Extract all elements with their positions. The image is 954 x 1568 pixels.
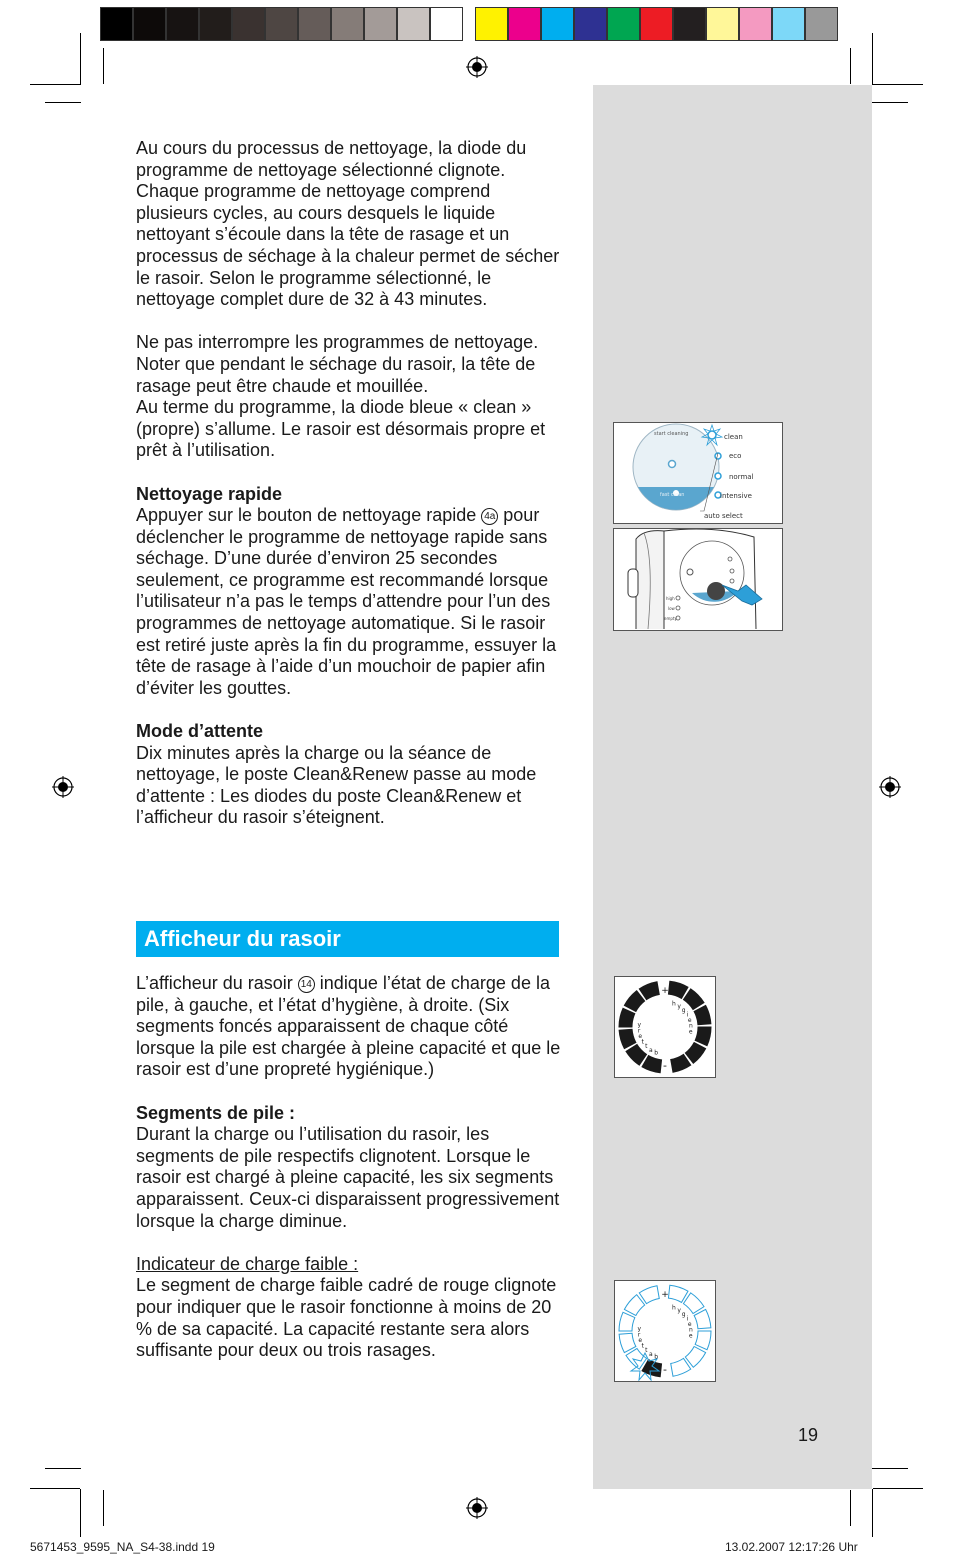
subheading-low-charge: Indicateur de charge faible : <box>136 1253 359 1274</box>
crop-mark <box>850 1490 851 1526</box>
figure-fast-clean-button <box>613 528 783 631</box>
battery-letter: r <box>637 1027 641 1035</box>
start-cleaning-label: start cleaning <box>654 431 689 437</box>
low-label: low <box>668 606 675 611</box>
crop-mark <box>30 84 80 85</box>
crop-mark <box>850 48 851 84</box>
crop-mark <box>873 84 923 85</box>
battery-segment <box>619 1008 635 1027</box>
battery-letter: t <box>641 1342 644 1350</box>
hygiene-letter: i <box>686 1011 689 1019</box>
gray-swatch <box>364 7 397 41</box>
color-swatch <box>640 7 673 41</box>
hygiene-letter: g <box>681 1310 686 1318</box>
figure-sidebar <box>593 85 872 1489</box>
shaver-display-full <box>615 977 715 1077</box>
clean-label: clean <box>724 433 743 441</box>
hygiene-segment <box>695 1027 711 1046</box>
crop-mark <box>103 48 104 84</box>
battery-segment <box>639 1286 659 1304</box>
subheading-battery-segments: Segments de pile : <box>136 1102 296 1123</box>
empty-label: empty <box>664 616 677 621</box>
registration-mark-icon <box>52 776 74 798</box>
battery-letter: a <box>648 1350 653 1358</box>
hygiene-letter: y <box>677 1307 681 1315</box>
gray-swatch <box>397 7 430 41</box>
gray-swatch <box>133 7 166 41</box>
hygiene-letter: n <box>688 1022 693 1030</box>
battery-letter: t <box>641 1038 644 1046</box>
crop-mark <box>872 1489 873 1537</box>
color-swatch <box>607 7 640 41</box>
registration-mark-icon <box>466 56 488 78</box>
normal-label: normal <box>729 473 754 481</box>
battery-segment <box>639 982 659 1000</box>
color-swatch <box>475 7 508 41</box>
fast-clean-label: fast clean <box>660 492 685 498</box>
crop-mark <box>45 1468 81 1469</box>
minus-sign: - <box>663 1059 667 1072</box>
display-intro-b: indique l’état de charge de la pile, à gauche, et l’état d’hygiène, à droite. (Six segments foncés apparaissent de chaque côté lorsque la pile est chargée à pleine capacité et que le rasoir est d’une propreté hygiénique.) <box>136 973 561 1080</box>
paragraph-battery-segments: Durant la charge ou l’utilisation du rasoir, les segments de pile respectifs clignotent. Lorsque le rasoir est chargé à pleine capacité, les six segments apparaissent. Ceux-ci disparaissent progressivement lorsque la charge diminue. <box>136 1124 560 1231</box>
color-calibration-bar <box>100 7 838 41</box>
high-label: high <box>666 596 675 601</box>
reference-marker: 14 <box>298 976 315 993</box>
minus-sign: - <box>663 1363 667 1376</box>
hygiene-letter: i <box>686 1315 689 1323</box>
figure-display-low <box>614 1280 716 1382</box>
paragraph-cleaning-process: Au cours du processus de nettoyage, la diode du programme de nettoyage sélectionné clignote. Chaque programme de nettoyage comprend plusieurs cycles, au cours desquels le liquide nettoyant s’écoule dans la tête de rasage et un processus de séchage à la chaleur permet de sécher le rasoir. Selon le programme sélectionné, le nettoyage complet dure de 32 à 43 minutes. <box>136 138 560 310</box>
color-swatch <box>673 7 706 41</box>
auto-select-label: auto select <box>704 512 743 520</box>
plus-sign: + <box>661 986 669 996</box>
hygiene-segment <box>671 1358 691 1376</box>
subheading-standby: Mode d’attente <box>136 721 264 742</box>
battery-segment <box>619 1333 636 1352</box>
display-intro-a: L’afficheur du rasoir <box>136 973 293 993</box>
battery-segment <box>624 991 644 1012</box>
figure-control-panel <box>613 422 783 524</box>
reference-marker: 4a <box>481 508 498 525</box>
hygiene-letter: e <box>688 1028 693 1036</box>
battery-letter: t <box>645 1043 648 1051</box>
paragraph-standby: Dix minutes après la charge ou la séance de nettoyage, le poste Clean&Renew passe au mode d’attente : Les diodes du poste Clean&Renew et l’afficheur du rasoir s’éteignent. <box>136 742 537 828</box>
paragraph-low-charge: Le segment de charge faible cadré de rouge clignote pour indiquer que le rasoir fonctionne à moins de 20 % de sa capacité. La capacité restante sera alors suffisante pour deux ou trois rasages. <box>136 1275 557 1361</box>
crop-mark <box>872 102 908 103</box>
battery-segment <box>642 1056 662 1073</box>
gray-swatch <box>265 7 298 41</box>
battery-letter: b <box>654 1353 659 1361</box>
color-swatch <box>574 7 607 41</box>
crop-mark <box>872 33 873 85</box>
hygiene-segment <box>695 1331 711 1350</box>
hygiene-segment <box>668 1285 688 1302</box>
crop-mark <box>30 1488 80 1489</box>
hygiene-letter: h <box>671 1000 676 1008</box>
hygiene-letter: g <box>681 1006 686 1014</box>
gray-swatch <box>331 7 364 41</box>
hygiene-segment <box>694 1309 711 1328</box>
battery-letter: b <box>654 1049 659 1057</box>
battery-letter: r <box>637 1331 641 1339</box>
hygiene-letter: y <box>677 1003 681 1011</box>
battery-letter: t <box>645 1347 648 1355</box>
battery-letter: a <box>648 1046 653 1054</box>
crop-mark <box>45 102 81 103</box>
hygiene-segment <box>683 1293 704 1314</box>
hygiene-letter: e <box>688 1332 693 1340</box>
eco-label: eco <box>729 452 742 460</box>
color-swatch <box>739 7 772 41</box>
hygiene-segment <box>694 1005 711 1024</box>
figure-display-full <box>614 976 716 1078</box>
quick-clean-text-a: Appuyer sur le bouton de nettoyage rapide <box>136 505 477 526</box>
crop-mark <box>873 1488 923 1489</box>
hygiene-segment <box>671 1054 691 1072</box>
battery-letter: y <box>637 1021 642 1029</box>
hygiene-segment <box>683 989 704 1010</box>
subheading-quick-clean: Nettoyage rapide <box>136 483 283 504</box>
footer-file-info: 5671453_9595_NA_S4-38.indd 19 <box>30 1540 215 1554</box>
control-panel-illustration <box>614 423 782 523</box>
footer-timestamp: 13.02.2007 12:17:26 Uhr <box>725 1540 858 1554</box>
intensive-label: intensive <box>720 492 752 500</box>
paragraph-quick-clean <box>136 505 564 699</box>
battery-letter: e <box>638 1337 643 1345</box>
registration-mark-icon <box>466 1497 488 1519</box>
hygiene-segment <box>668 981 688 998</box>
crop-mark <box>80 33 81 85</box>
quick-clean-text-b: pour déclencher le programme de nettoyage rapide sans séchage. D’une durée d’environ 25 secondes seulement, ce programme est recommandé lorsque l’utilisateur n’a pas le temps d’attendre pour l’un des programmes de nettoyage automatique. Si le rasoir est retiré juste après la fin du programme, essuyer la tête de rasage à l’aide d’un mouchoir de papier afin d’éviter les gouttes. <box>136 505 557 698</box>
section-heading: Afficheur du rasoir <box>136 921 559 957</box>
gray-swatch <box>166 7 199 41</box>
gray-swatch <box>430 7 463 41</box>
battery-segment <box>642 1360 662 1377</box>
paragraph-no-interrupt: Ne pas interrompre les programmes de nettoyage. Noter que pendant le séchage du rasoir, la tête de rasage peut être chaude et mouillée. <box>136 332 539 396</box>
hygiene-segment <box>685 1346 705 1367</box>
battery-segment <box>626 1348 647 1369</box>
battery-letter: e <box>638 1033 643 1041</box>
crop-mark <box>103 1490 104 1526</box>
plus-sign: + <box>661 1290 669 1300</box>
paragraph-clean-led: Au terme du programme, la diode bleue « clean » (propre) s’allume. Le rasoir est désormais propre et prêt à l’utilisation. <box>136 397 546 461</box>
battery-letter: y <box>637 1325 642 1333</box>
battery-segment <box>624 1295 644 1316</box>
hygiene-letter: h <box>671 1304 676 1312</box>
gray-swatch <box>100 7 133 41</box>
battery-segment <box>619 1029 636 1048</box>
color-swatch <box>541 7 574 41</box>
gray-swatch <box>232 7 265 41</box>
gray-swatch <box>298 7 331 41</box>
hygiene-letter: e <box>687 1320 692 1328</box>
shaver-display-low <box>615 1281 715 1381</box>
gray-swatch <box>199 7 232 41</box>
crop-mark <box>872 1468 908 1469</box>
crop-mark <box>80 1489 81 1537</box>
body-text-cleaning <box>136 138 564 829</box>
body-text-display <box>136 973 564 1362</box>
color-swatch <box>508 7 541 41</box>
hygiene-letter: e <box>687 1016 692 1024</box>
color-swatch <box>772 7 805 41</box>
hygiene-segment <box>685 1042 705 1063</box>
color-swatch <box>706 7 739 41</box>
registration-mark-icon <box>879 776 901 798</box>
battery-segment <box>619 1312 635 1331</box>
station-illustration <box>614 529 782 630</box>
hygiene-letter: n <box>688 1326 693 1334</box>
page-number: 19 <box>798 1425 819 1445</box>
paragraph-display-intro <box>136 973 564 1081</box>
color-swatch <box>805 7 838 41</box>
battery-segment <box>626 1044 647 1065</box>
